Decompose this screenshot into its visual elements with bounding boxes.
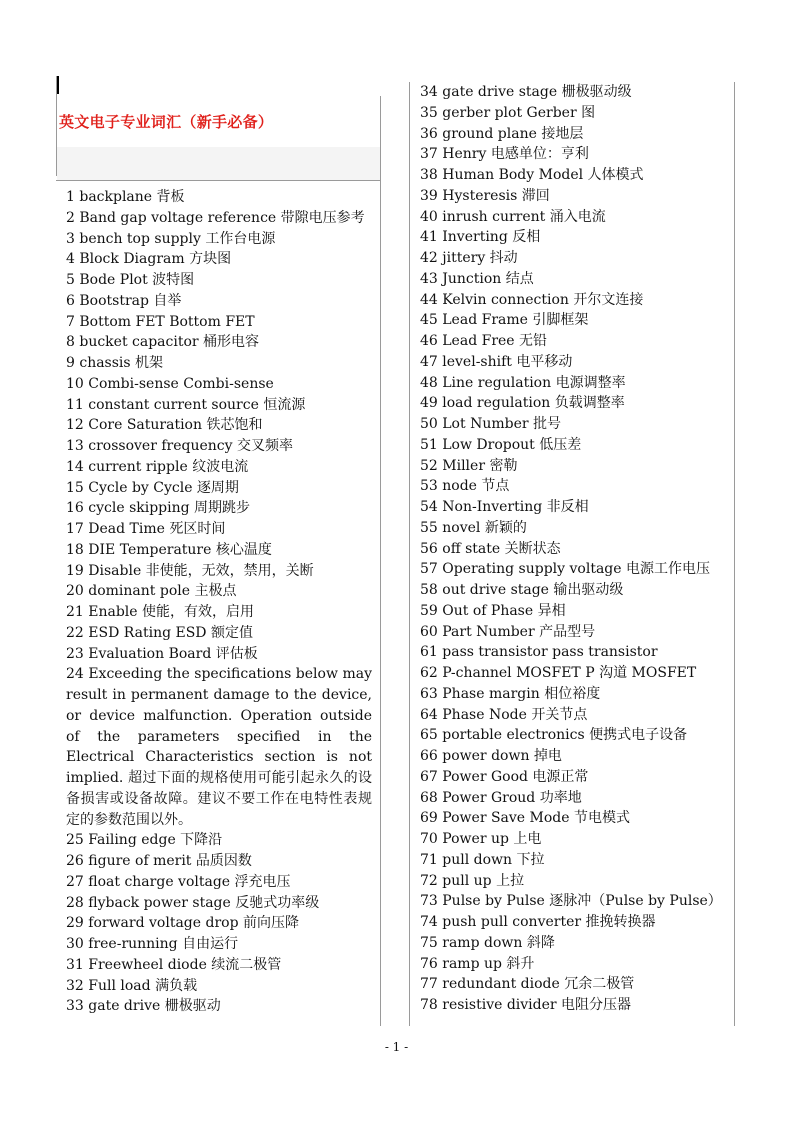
term-entry: 15 Cycle by Cycle 逐周期	[66, 479, 239, 496]
header-shaded-band	[57, 147, 380, 180]
term-entry: 67 Power Good 电源正常	[420, 768, 589, 785]
term-entry: 51 Low Dropout 低压差	[420, 436, 582, 453]
term-entry: 6 Bootstrap 自举	[66, 292, 182, 309]
term-entry: 48 Line regulation 电源调整率	[420, 374, 626, 391]
term-entry: 56 off state 关断状态	[420, 540, 561, 557]
term-entry: 10 Combi-sense Combi-sense	[66, 375, 274, 392]
term-entry: 54 Non-Inverting 非反相	[420, 499, 589, 515]
right-border-line	[734, 82, 735, 1026]
term-entry: 37 Henry 电感单位：亨利	[420, 146, 589, 163]
term-entry: 47 level-shift 电平移动	[420, 353, 573, 370]
term-entry: 55 novel 新颖的	[420, 519, 527, 536]
term-entry: 16 cycle skipping 周期跳步	[66, 500, 251, 517]
term-24-paragraph: 24 Exceeding the specifications below may result in permanent damage to the device, or device malfunction. Operation outside of the parameters specified in the Electrical Characteristics section is not implied. 超过下面的规格使用可能引起永久的设备损害或设备故障。建议不要工作在电特性表规定的参数范围以外。	[66, 666, 372, 828]
term-entry: 9 chassis 机架	[66, 355, 164, 371]
term-entry: 31 Freewheel diode 续流二极管	[66, 956, 282, 973]
term-entry: 33 gate drive 栅极驱动	[66, 998, 221, 1015]
term-entry: 77 redundant diode 冗余二极管	[420, 976, 635, 993]
term-entry: 41 Inverting 反相	[420, 229, 541, 246]
term-entry: 72 pull up 上拉	[420, 872, 525, 889]
right-column-divider	[409, 82, 410, 1026]
term-entry: 21 Enable 使能，有效，启用	[66, 604, 255, 620]
term-entry: 57 Operating supply voltage 电源工作电压	[420, 561, 711, 578]
term-entry: 73 Pulse by Pulse 逐脉冲（Pulse by Pulse）	[420, 893, 722, 910]
left-column	[66, 187, 372, 1017]
term-entry: 1 backplane 背板	[66, 189, 185, 205]
term-entry: 43 Junction 结点	[420, 270, 534, 287]
term-entry: 2 Band gap voltage reference 带隙电压参考	[66, 209, 365, 226]
term-entry: 8 bucket capacitor 桶形电容	[66, 334, 260, 351]
term-entry: 71 pull down 下拉	[420, 851, 545, 868]
term-entry: 66 power down 掉电	[420, 748, 562, 764]
term-entry: 4 Block Diagram 方块图	[66, 251, 232, 268]
left-term-list	[66, 187, 372, 664]
term-entry: 61 pass transistor pass transistor	[420, 644, 658, 661]
term-entry: 44 Kelvin connection 开尔文连接	[420, 291, 644, 308]
term-entry: 59 Out of Phase 异相	[420, 602, 566, 619]
page-title: 英文电子专业词汇（新手必备）	[59, 113, 274, 131]
term-entry: 14 current ripple 纹波电流	[66, 458, 249, 475]
term-entry: 58 out drive stage 输出驱动级	[420, 582, 624, 598]
term-entry: 3 bench top supply 工作台电源	[66, 230, 276, 247]
term-entry: 39 Hysteresis 滞回	[420, 187, 550, 204]
term-entry: 28 flyback power stage 反驰式功率级	[66, 894, 320, 911]
term-entry: 13 crossover frequency 交叉频率	[66, 438, 294, 454]
term-entry: 60 Part Number 产品型号	[420, 623, 596, 640]
term-entry: 11 constant current source 恒流源	[66, 396, 306, 413]
term-entry: 53 node 节点	[420, 478, 510, 495]
term-entry: 50 Lot Number 批号	[420, 416, 561, 432]
term-entry: 20 dominant pole 主极点	[66, 583, 237, 600]
term-entry: 32 Full load 满负载	[66, 977, 198, 994]
term-entry: 30 free-running 自由运行	[66, 936, 239, 952]
term-entry: 63 Phase margin 相位裕度	[420, 685, 601, 702]
term-entry: 69 Power Save Mode 节电模式	[420, 810, 630, 827]
term-entry: 78 resistive divider 电阻分压器	[420, 997, 632, 1013]
term-entry: 7 Bottom FET Bottom FET	[66, 313, 255, 330]
term-entry: 5 Bode Plot 波特图	[66, 272, 195, 288]
left-term-list-continued	[66, 830, 372, 1017]
term-entry: 29 forward voltage drop 前向压降	[66, 915, 299, 932]
term-entry: 76 ramp up 斜升	[420, 955, 535, 972]
term-entry: 42 jittery 抖动	[420, 250, 518, 266]
term-entry: 22 ESD Rating ESD 额定值	[66, 624, 253, 641]
term-entry: 45 Lead Frame 引脚框架	[420, 312, 589, 329]
term-entry: 18 DIE Temperature 核心温度	[66, 541, 272, 558]
term-entry: 49 load regulation 负载调整率	[420, 395, 625, 412]
term-entry: 52 Miller 密勒	[420, 457, 518, 474]
header-divider	[56, 180, 381, 181]
term-entry: 34 gate drive stage 栅极驱动级	[420, 84, 632, 100]
term-entry: 26 figure of merit 品质因数	[66, 853, 252, 869]
term-entry: 38 Human Body Model 人体模式	[420, 167, 644, 183]
left-column-divider	[380, 96, 381, 1026]
term-entry: 65 portable electronics 便携式电子设备	[420, 727, 688, 744]
term-entry: 64 Phase Node 开关节点	[420, 706, 588, 723]
right-column	[420, 82, 732, 1016]
term-entry: 12 Core Saturation 铁芯饱和	[66, 417, 263, 434]
term-entry: 19 Disable 非使能，无效，禁用，关断	[66, 562, 314, 579]
term-entry: 40 inrush current 涌入电流	[420, 208, 606, 225]
term-entry: 17 Dead Time 死区时间	[66, 521, 226, 537]
right-term-list	[420, 82, 732, 1016]
term-entry: 70 Power up 上电	[420, 831, 542, 847]
term-entry: 23 Evaluation Board 评估板	[66, 645, 258, 662]
term-entry: 25 Failing edge 下降沿	[66, 832, 223, 849]
term-entry: 35 gerber plot Gerber 图	[420, 104, 596, 121]
term-entry: 27 float charge voltage 浮充电压	[66, 873, 291, 890]
term-entry: 62 P-channel MOSFET P 沟道 MOSFET	[420, 665, 697, 681]
term-entry: 74 push pull converter 推挽转换器	[420, 914, 656, 930]
term-entry: 75 ramp down 斜降	[420, 934, 555, 951]
term-entry: 36 ground plane 接地层	[420, 125, 584, 142]
term-entry: 46 Lead Free 无铅	[420, 333, 548, 349]
page-number: - 1 -	[384, 1040, 409, 1054]
text-cursor	[57, 76, 59, 94]
term-entry: 68 Power Groud 功率地	[420, 789, 582, 806]
